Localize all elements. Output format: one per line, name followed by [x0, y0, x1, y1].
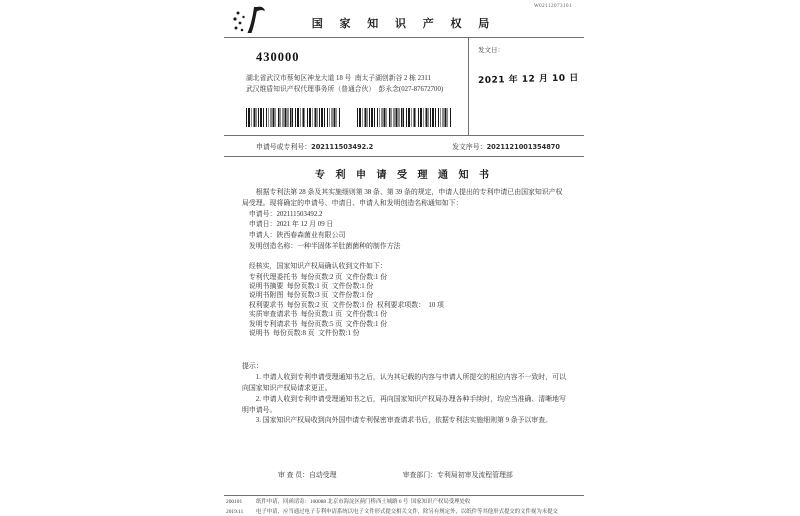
footer-text: 纸件申请，回函请寄：100088 北京市海淀区蓟门桥西土城路 6 号 国家知识产权局受理处收	[256, 499, 471, 505]
recipient-block	[224, 38, 468, 135]
department-label: 审查部门：	[402, 472, 438, 480]
dispatch-date-box	[468, 38, 584, 135]
document-footer	[224, 495, 584, 516]
notice-body	[224, 188, 584, 482]
dispatch-date-value: 2021 年 12 月 10 日	[477, 73, 579, 86]
application-number-barcode	[246, 108, 340, 127]
office-name: 国 家 知 识 产 权 局	[311, 18, 497, 30]
serial-number-label: 发文序号：	[452, 144, 487, 151]
note-item: 2. 申请人收到专利申请受理通知书之后，再向国家知识产权局办理各种手续时，均应当准确、清晰地写明申请号。	[242, 395, 566, 414]
footer-row	[226, 509, 574, 516]
applicant-line: 申请人：陕西春森菌业有限公司	[248, 232, 346, 240]
recipient-section	[224, 38, 584, 136]
cnipa-logo-icon	[230, 6, 272, 39]
footer-code: 2019.11	[226, 508, 244, 515]
document-item: 发明专利请求书 每份页数:5 页 文件份数:1 份	[248, 320, 388, 328]
footer-text: 电子申请，应当通过电子专利申请系统以电子文件形式提交相关文件，除另有规定外，以纸件等其他形式提交的文件视为未提交	[256, 508, 558, 515]
examiner	[278, 471, 337, 482]
postcode: 430000	[256, 50, 300, 64]
application-number-label: 申请号或专利号：	[256, 144, 312, 151]
document-item: 说明书摘要 每份页数:1 页 文件份数:1 份	[248, 282, 374, 290]
notice-title: 专 利 申 请 受 理 通 知 书	[315, 170, 493, 181]
document-header	[224, 0, 584, 38]
reference-row	[224, 136, 584, 157]
dispatch-date-label: 发文日：	[478, 47, 504, 54]
application-no-line: 申请号：202111503492.2	[248, 210, 323, 218]
document-item: 权利要求书 每份页数:2 页 文件份数:1 份 权利要求项数： 10 项	[248, 301, 444, 309]
note-item: 1. 申请人收到专利申请受理通知书之后，认为其记载的内容与申请人所提交的相应内容不一致时，可以向国家知识产权局请求更正。	[242, 374, 566, 393]
application-number	[256, 141, 373, 151]
document-item: 说明书附图 每份页数:3 页 文件份数:1 份	[248, 292, 374, 300]
department-value: 专利局初审及流程管理部	[437, 472, 513, 480]
recipient-agency: 武汉维盾知识产权代理事务所（普通合伙） 彭永念(027-87672700)	[246, 85, 444, 93]
examiner-value: 自动受理	[309, 472, 337, 480]
receipt-intro-line: 经核实，国家知识产权局确认收到文件如下：	[248, 262, 387, 270]
invention-title-line: 发明创造名称：一种半固体羊肚菌菌种的制作方法	[248, 242, 401, 250]
serial-number-barcode	[357, 108, 451, 127]
footer-code: 200101	[226, 499, 243, 505]
document-item: 说明书 每份页数:8 页 文件份数:1 份	[248, 330, 360, 338]
barcode-row	[246, 108, 468, 127]
footer-row	[226, 499, 574, 507]
doc-code: W02112073101	[533, 4, 572, 9]
serial-number-value: 2021121001354870	[486, 143, 560, 151]
document-item: 专利代理委托书 每份页数:2 页 文件份数:1 份	[248, 273, 388, 281]
application-number-value: 202111503492.2	[311, 143, 374, 151]
examiner-row	[242, 471, 568, 482]
recipient-address: 湖北省武汉市蔡甸区神龙大道 18 号 南太子湖创新谷 2 栋 2311	[246, 75, 431, 82]
notes-title: 提示：	[242, 363, 263, 371]
department	[403, 471, 513, 482]
examiner-label: 审 查 员：	[278, 472, 310, 480]
notes-section	[242, 362, 568, 427]
serial-number	[452, 141, 560, 151]
document-item: 实质审查请求书 每份页数:1 页 文件份数:1 份	[248, 311, 388, 319]
intro-paragraph: 根据专利法第 28 条及其实施细则第 38 条、第 39 条的规定，申请人提出的专利申请已由国家知识产权局受理。现将确定的申请号、申请日、申请人和发明创造名称通知如下：	[242, 189, 563, 207]
filing-date-line: 申请日：2021 年 12 月 09 日	[248, 221, 334, 229]
patent-acceptance-notice	[224, 0, 584, 515]
note-item: 3. 国家知识产权局收到向外国申请专利保密审查请求书后，依据专利法实施细则第 9 条予以审查。	[255, 417, 553, 425]
